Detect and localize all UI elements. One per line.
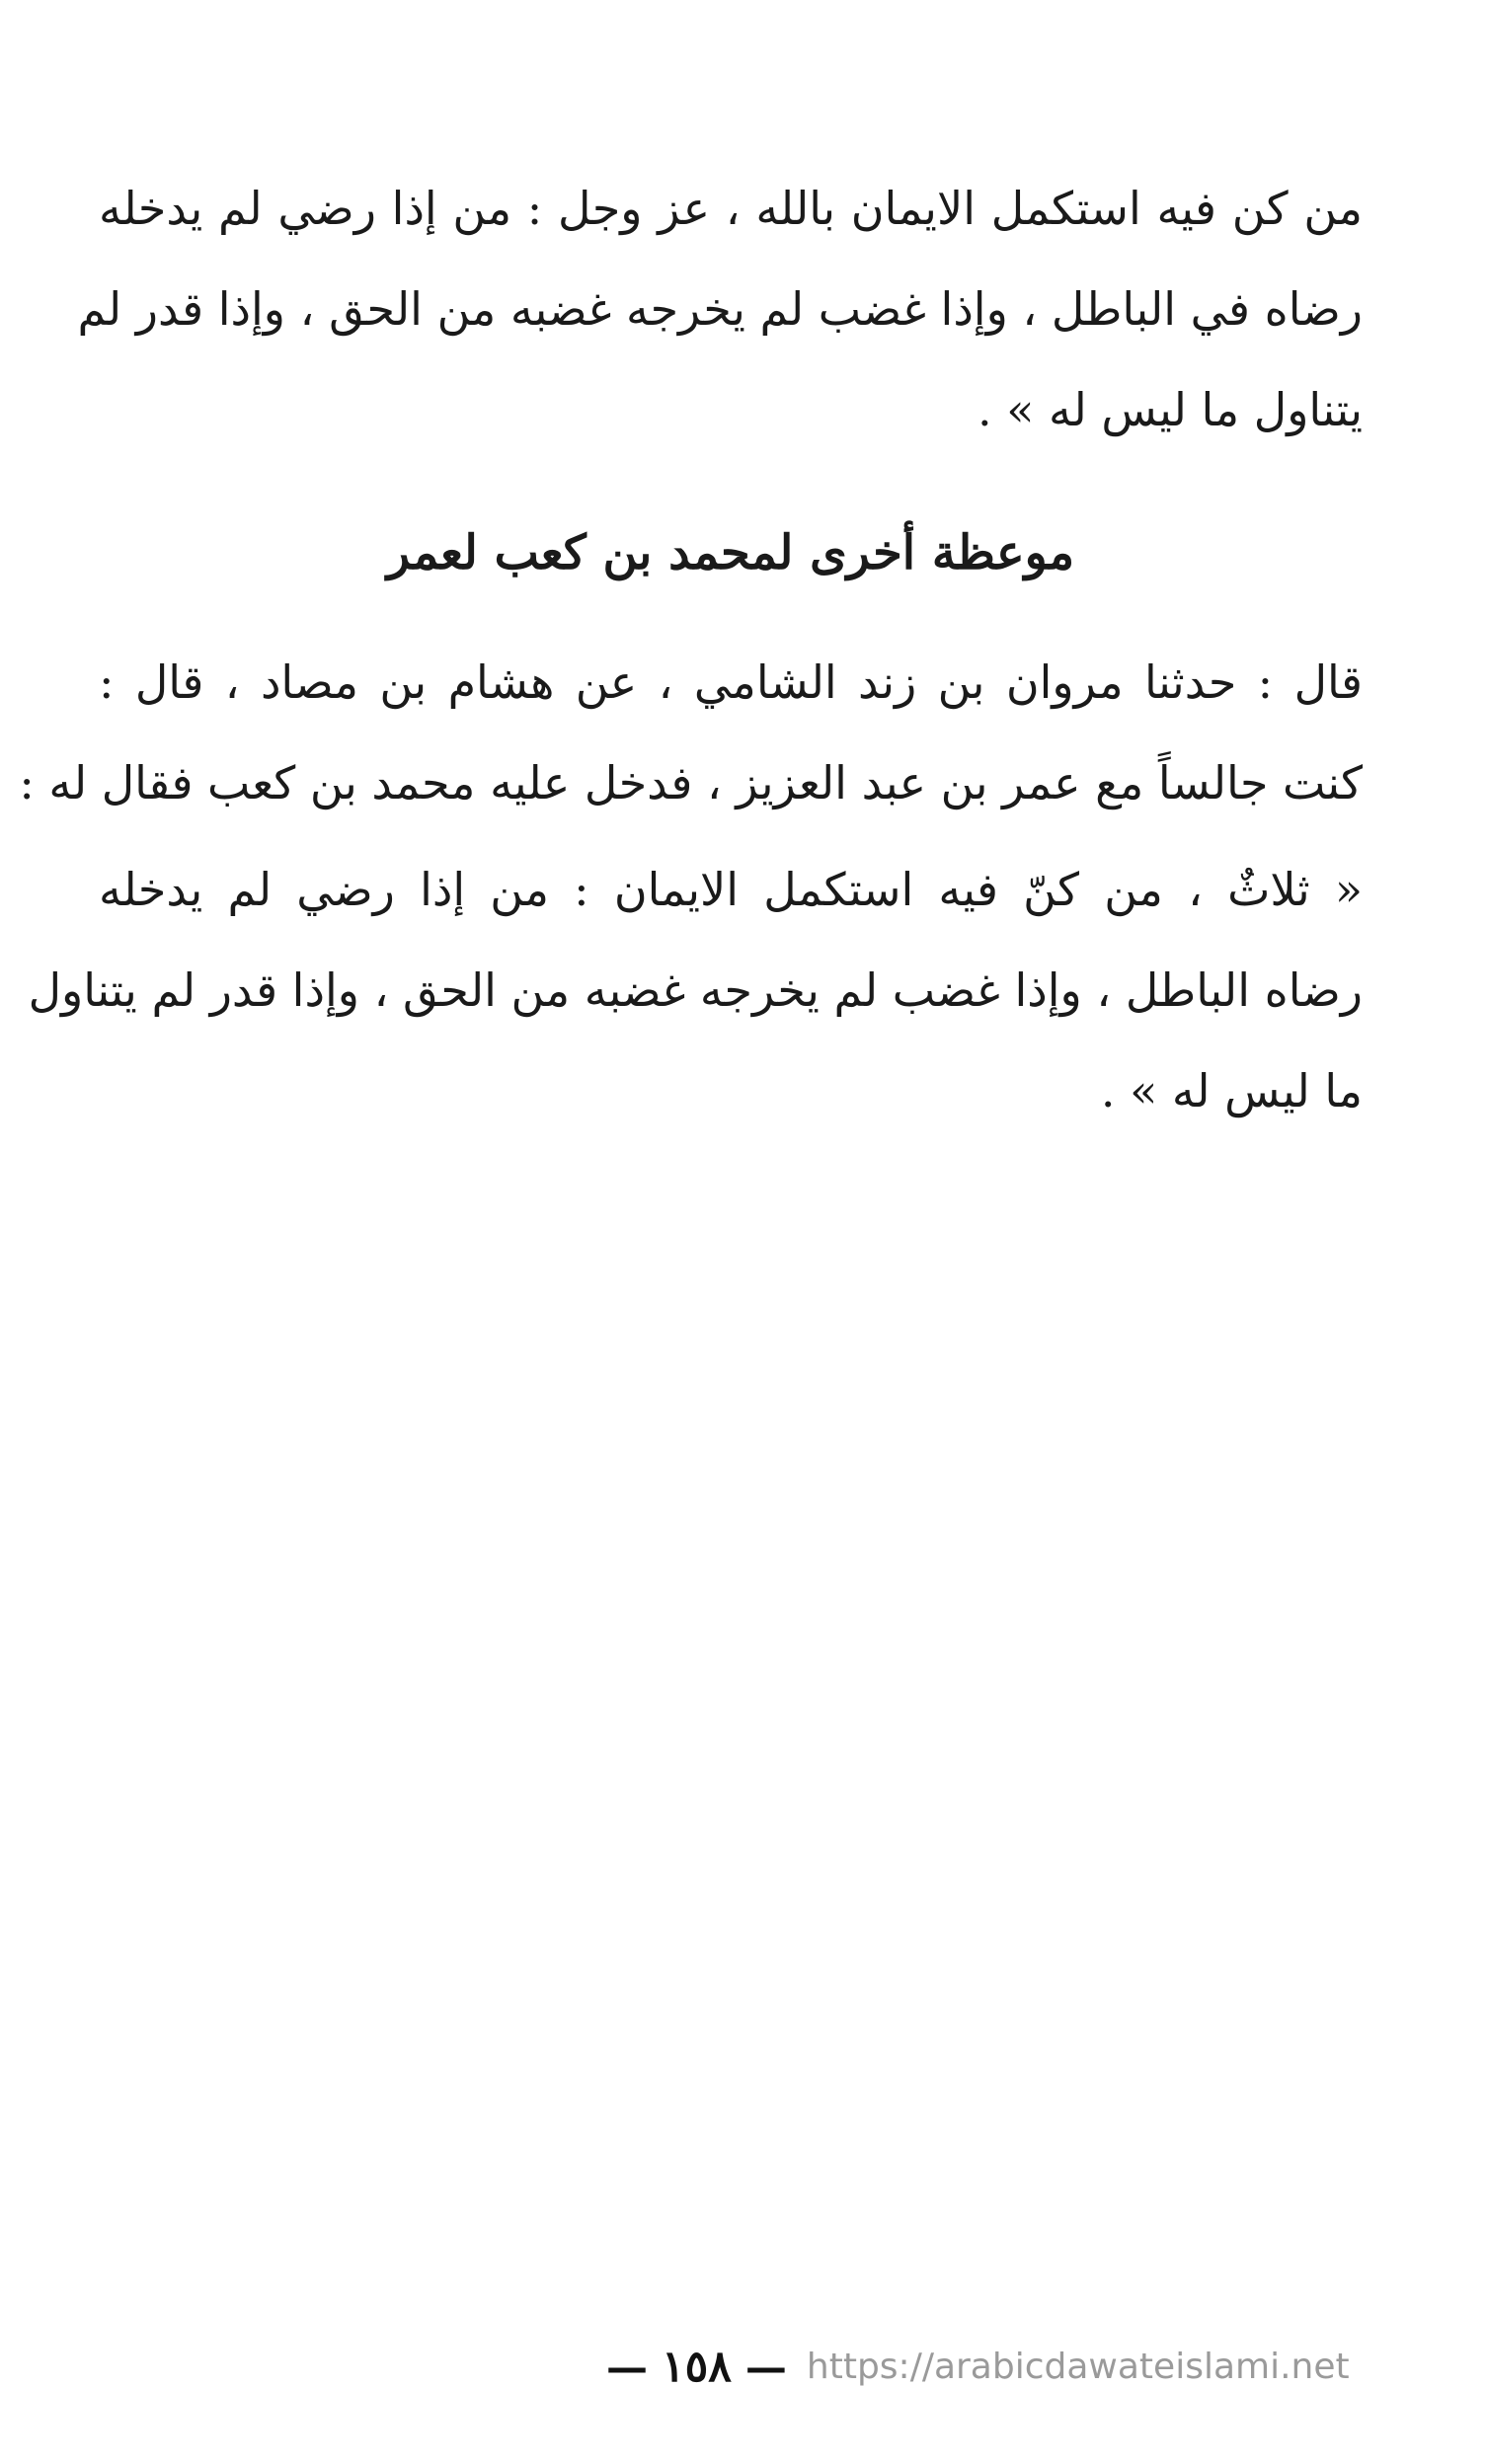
page-footer	[592, 2332, 1382, 2401]
paragraph-3	[28, 839, 1363, 1141]
paragraph-line: من كن فيه استكمل الايمان بالله ، عز وجل : من إذا رضي لم يدخله	[99, 182, 1363, 235]
section-heading: موعظة أخرى لمحمد بن كعب لعمر	[386, 525, 1075, 580]
paragraph-line: كنت جالساً مع عمر بن عبد العزيز ، فدخل عليه محمد بن كعب فقال له :	[19, 756, 1363, 809]
footer-dash-left: —	[606, 2342, 648, 2391]
paragraph-line: يتناول ما ليس له » .	[978, 383, 1363, 436]
paragraph-line: قال : حدثنا مروان بن زند الشامي ، عن هشام بن مصاد ، قال :	[99, 655, 1363, 709]
footer-dash-right: —	[744, 2342, 787, 2391]
paragraph-line: رضاه في الباطل ، وإذا غضب لم يخرجه غضبه من الحق ، وإذا قدر لم	[77, 282, 1363, 336]
paragraph-line: رضاه الباطل ، وإذا غضب لم يخرجه غضبه من الحق ، وإذا قدر لم يتناول	[28, 963, 1363, 1017]
paragraph-line: ما ليس له » .	[1100, 1064, 1363, 1117]
paragraph-line: « ثلاثٌ ، من كنّ فيه استكمل الايمان : من إذا رضي لم يدخله	[99, 863, 1363, 916]
paragraph-1	[77, 158, 1363, 460]
page-number: ١٥٨	[662, 2341, 732, 2392]
watermark-url: https://arabicdawateislami.net	[806, 2346, 1350, 2387]
paragraph-2	[19, 632, 1363, 833]
